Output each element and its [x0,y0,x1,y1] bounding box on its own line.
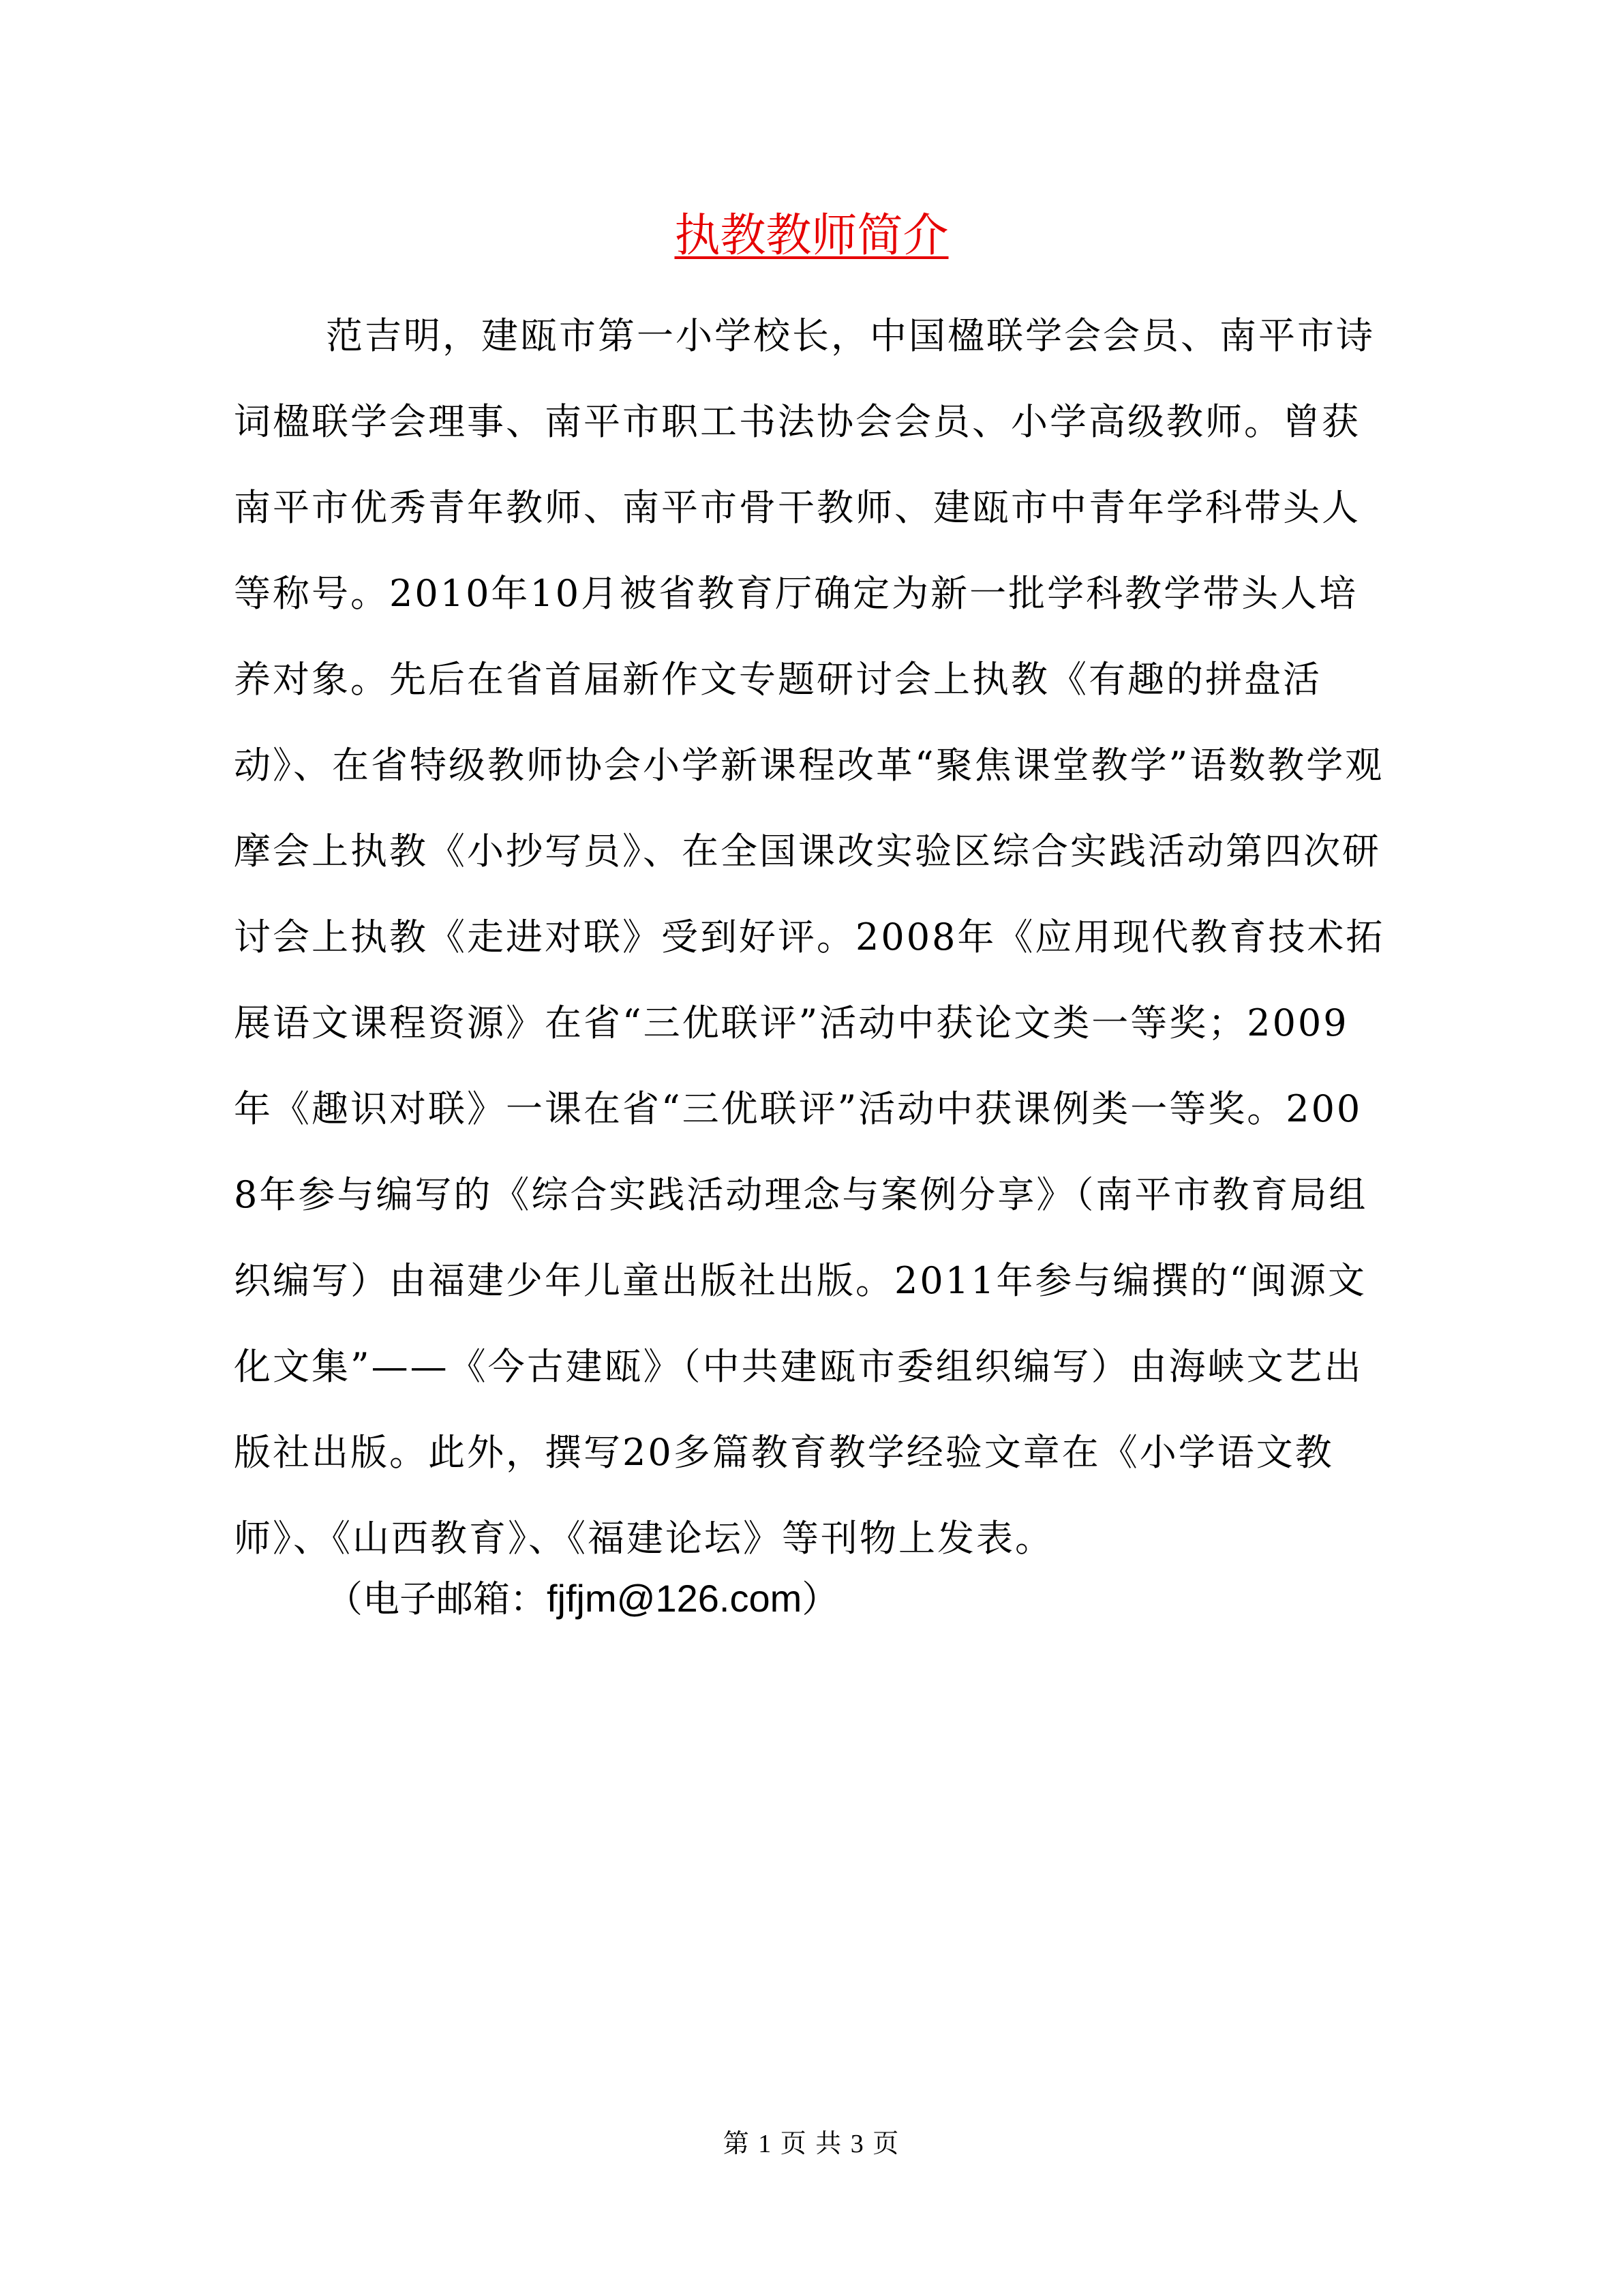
document-title [0,205,1623,266]
document-title-text: 执教教师简介 [674,209,949,262]
email-line [234,1556,1386,1642]
email-prefix: （电子邮箱： [326,1577,547,1620]
email-suffix: ） [802,1577,839,1620]
email-address: fjfjm@126.com [547,1577,802,1620]
page-footer: 第 1 页 共 3 页 [723,2130,900,2158]
biography-paragraph: 范吉明，建瓯市第一小学校长，中国楹联学会会员、南平市诗词楹联学会理事、南平市职工书法协会会员、小学高级教师。曾获南平市优秀青年教师、南平市骨干教师、建瓯市中青年学科带头人等称号。2010年10月被省教育厅确定为新一批学科教学带头人培养对象。先后在省首届新作文专题研讨会上执教《有趣的拼盘活动》、在省特级教师协会小学新课程改革“聚焦课堂教学”语数教学观摩会上执教《小抄写员》、在全国课改实验区综合实践活动第四次研讨会上执教《走进对联》受到好评。2008年《应用现代教育技术拓展语文课程资源》在省“三优联评”活动中获论文类一等奖；2009年《趣识对联》一课在省“三优联评”活动中获课例类一等奖。2008年参与编写的《综合实践活动理念与案例分享》（南平市教育局组织编写）由福建少年儿童出版社出版。2011年参与编撰的“闽源文化文集”——《今古建瓯》（中共建瓯市委组织编写）由海峡文艺出版社出版。此外，撰写20多篇教育教学经验文章在《小学语文教师》、《山西教育》、《福建论坛》等刊物上发表。 [234,314,1385,1560]
